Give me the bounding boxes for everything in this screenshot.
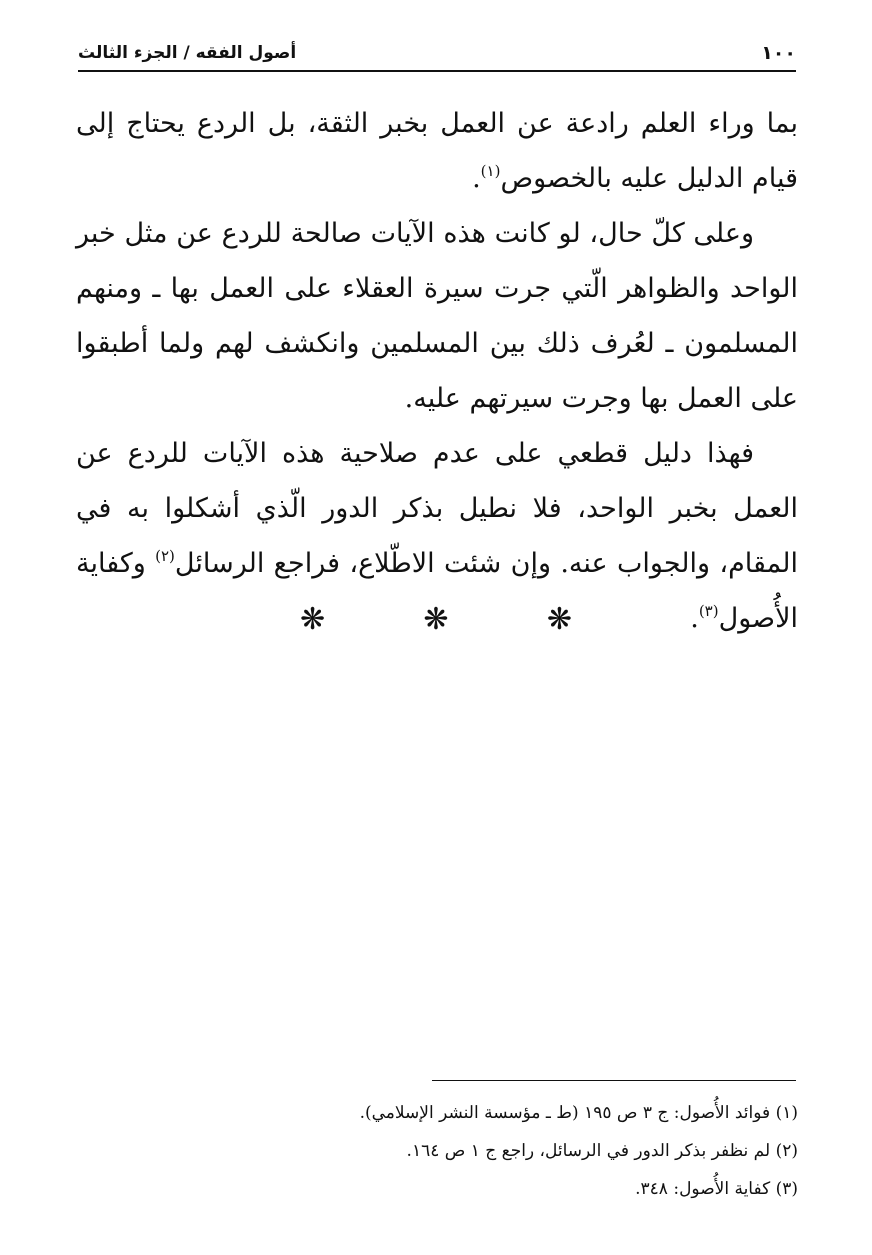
paragraph-1-text: بما وراء العلم رادعة عن العمل بخبر الثقة، بل الردع يحتاج إلى قيام الدليل عليه بالخصوص <box>76 108 798 194</box>
section-separator <box>300 600 572 640</box>
page-number: ١٠٠ <box>761 42 796 64</box>
paragraph-1 <box>76 96 798 206</box>
paragraph-3-mid: وكفاية الأُصول <box>76 548 798 634</box>
asterism-icon: ❋ <box>546 602 572 637</box>
footnotes <box>200 1094 798 1208</box>
body-text <box>76 96 798 646</box>
paragraph-3-text: فهذا دليل قطعي على عدم صلاحية هذه الآيات للردع عن العمل بخبر الواحد، فلا نطيل بذكر الدور الّذي أشكلوا به في المقام، والجواب عنه. وإن شئت الاطّلاع، فراجع الرسائل <box>76 438 799 579</box>
running-head <box>78 38 796 68</box>
footnote-1: (١) فوائد الأُصول: ج ٣ ص ١٩٥ (ط ـ مؤسسة النشر الإسلامي). <box>359 1103 798 1123</box>
paragraph-1-end: . <box>472 163 481 194</box>
footnote-2: (٢) لم نظفر بذكر الدور في الرسائل، راجع ج ١ ص ١٦٤. <box>406 1141 798 1161</box>
paragraph-2: وعلى كلّ حال، لو كانت هذه الآيات صالحة للردع عن مثل خبر الواحد والظواهر الّتي جرت سيرة العقلاء على العمل بها ـ ومنهم المسلمون ـ لعُرف ذلك بين المسلمين وانكشف لهم ولما أطبقوا على العمل بها وجرت سيرتهم عليه. <box>76 218 798 414</box>
footnote-rule <box>432 1080 796 1081</box>
asterism-icon: ❋ <box>300 602 326 637</box>
running-title: أصول الفقه / الجزء الثالث <box>78 43 297 63</box>
paragraph-3-end: . <box>690 603 699 634</box>
asterism-icon: ❋ <box>423 602 449 637</box>
header-rule <box>78 70 796 72</box>
footnote-ref-3: (٣) <box>698 602 719 620</box>
footnote-3: (٣) كفاية الأُصول: ٣٤٨. <box>635 1179 798 1199</box>
footnote-ref-1: (١) <box>480 162 501 180</box>
footnote-ref-2: (٢) <box>155 547 175 565</box>
